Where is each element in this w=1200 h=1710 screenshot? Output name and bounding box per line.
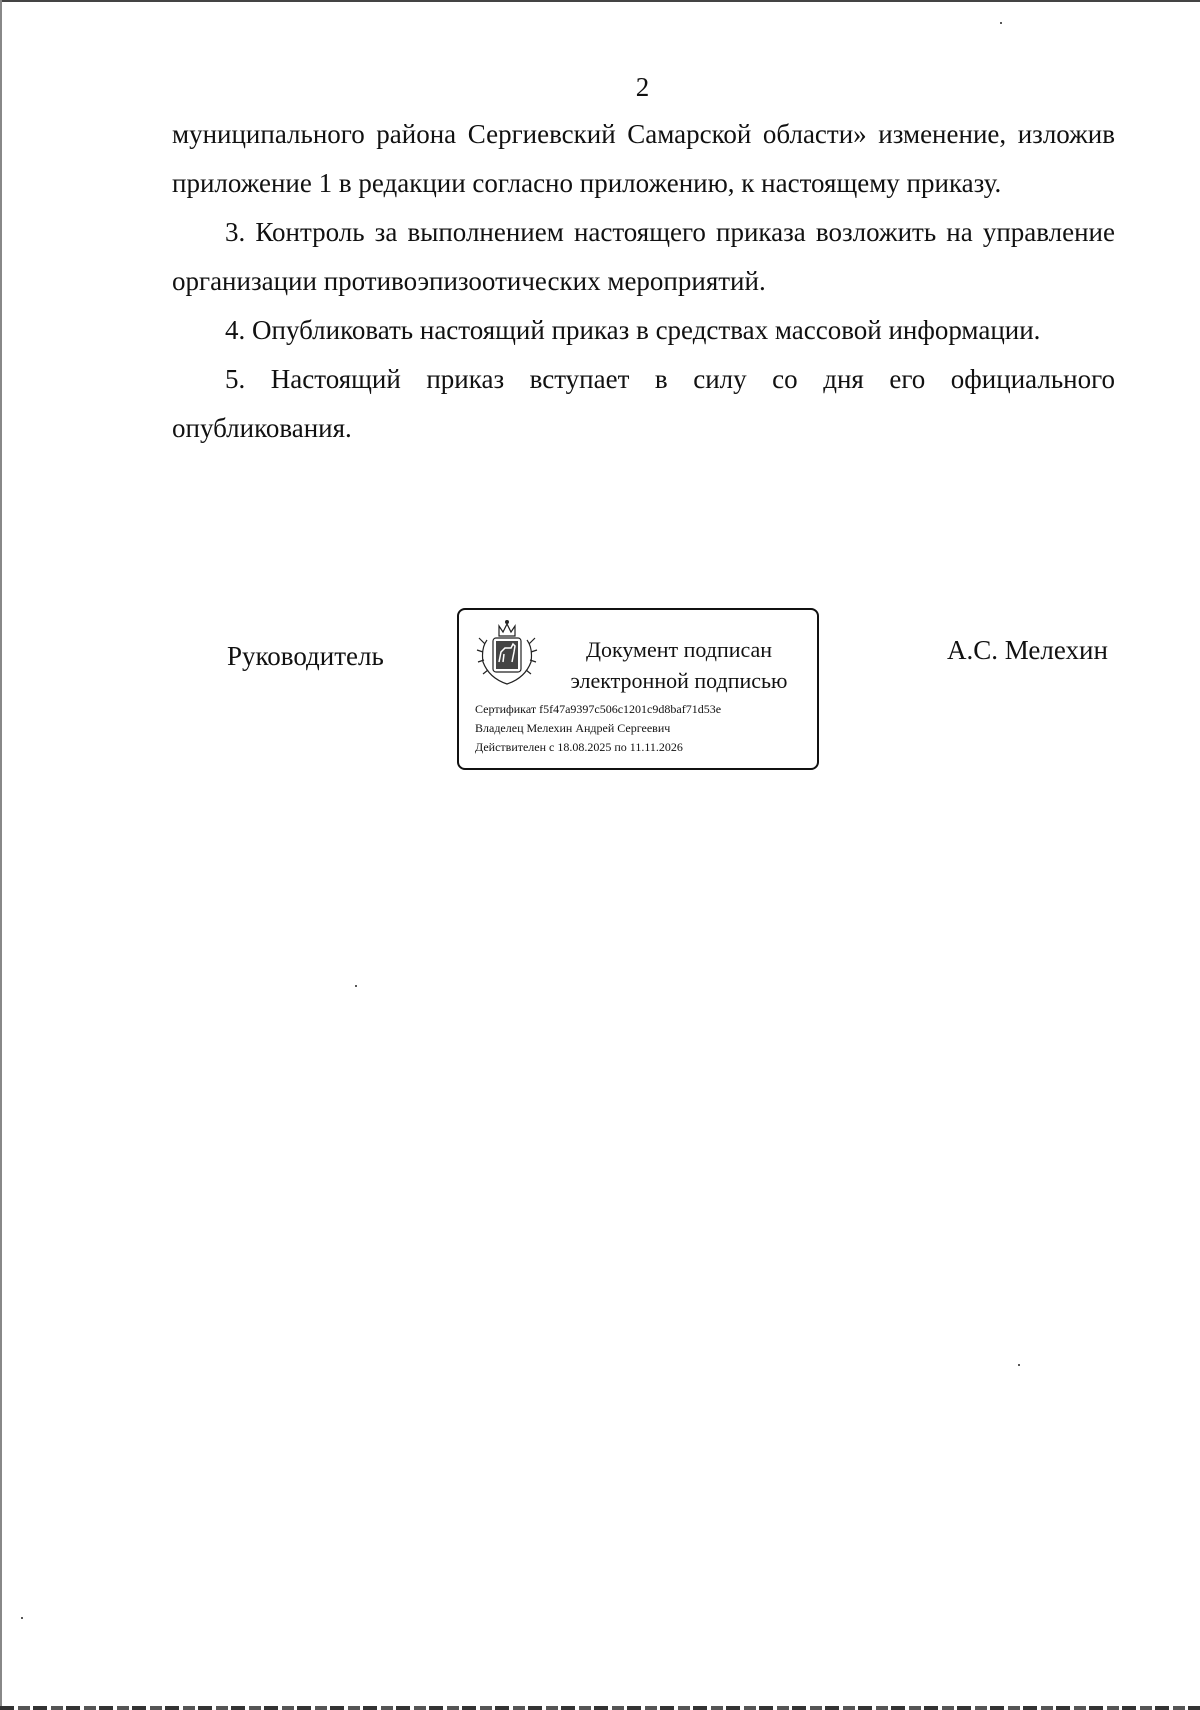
stamp-certificate: Сертификат f5f47a9397c506c1201c9d8baf71d53e: [475, 702, 722, 716]
stamp-heading-line2: электронной подписью: [570, 668, 788, 693]
document-body: [172, 110, 1115, 453]
scan-edge-top: [0, 0, 1200, 2]
signer-title: Руководитель: [227, 641, 384, 671]
stamp-details: [475, 700, 721, 757]
coat-of-arms-icon: [475, 618, 539, 688]
scan-speck: [21, 1617, 23, 1619]
e-signature-stamp: [457, 608, 819, 770]
paragraph-continuation: муниципального района Сергиевский Самарской области» изменение, изложив приложение 1 в редакции согласно приложению, к настоящему приказу.: [172, 119, 1115, 198]
page-number: 2: [635, 72, 650, 102]
paragraph-item-4: 4. Опубликовать настоящий приказ в средствах массовой информации.: [225, 315, 1041, 345]
stamp-owner: Владелец Мелехин Андрей Сергеевич: [475, 721, 671, 735]
scan-speck: [355, 985, 357, 987]
stamp-heading-line1: Документ подписан: [585, 637, 773, 662]
stamp-validity: Действителен с 18.08.2025 по 11.11.2026: [475, 740, 683, 754]
scan-edge-bottom: [0, 1706, 1200, 1710]
signer-name: А.С. Мелехин: [947, 635, 1108, 665]
scan-speck: [1000, 22, 1002, 24]
paragraph-item-5: 5. Настоящий приказ вступает в силу со дня его официального опубликования.: [172, 364, 1115, 443]
stamp-heading: [555, 634, 803, 696]
paragraph-item-3: 3. Контроль за выполнением настоящего приказа возложить на управление организации противоэпизоотических мероприятий.: [172, 217, 1115, 296]
scan-edge-left: [0, 0, 2, 1710]
scan-speck: [1018, 1364, 1020, 1366]
